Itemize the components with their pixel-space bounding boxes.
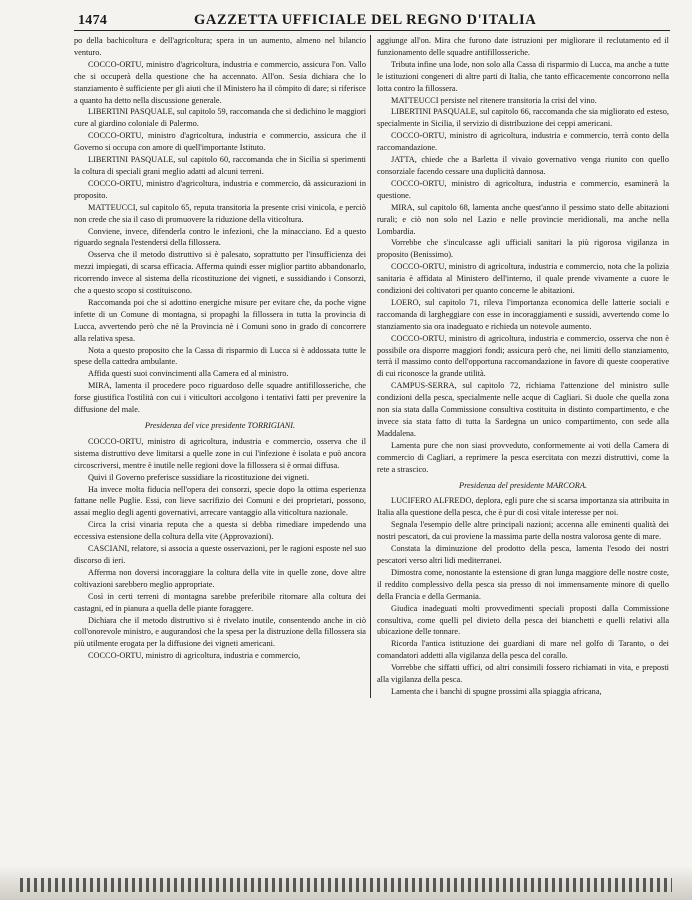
paragraph: COCCO-ORTU, ministro di agricoltura, industria e commercio, nota che la polizia sanitaria è affidata al Ministero dell'interno, il quale prende vivamente a cuore le condizioni dei coltivatori per quanto concerne le abitazioni. — [377, 262, 669, 296]
paragraph: Ha invece molta fiducia nell'opera dei consorzi, specie dopo la ottima esperienza fattane nelle Puglie. Essi, con lieve sacrifizio dei Comuni e dei proprietari, possono, assai meglio degli agenti governativi, arrecare vantaggio alla viticoltura nazionale. — [74, 484, 366, 518]
paragraph: JATTA, chiede che a Barletta il vivaio governativo venga riunito con quello consorziale facendo cessare una duplicità dannosa. — [377, 155, 669, 176]
left-column — [74, 35, 366, 698]
text-columns — [74, 35, 670, 698]
paragraph: Affida questi suoi convincimenti alla Camera ed al ministro. — [88, 369, 289, 379]
paragraph: Nota a questo proposito che la Cassa di risparmio di Lucca si è addossata tutte le spese della cattedra ambulante. — [74, 345, 366, 367]
paragraph: COCCO-ORTU, ministro di agricoltura, industria e commercio, terrà conto della raccomandazione. — [377, 131, 669, 153]
paragraph: Così in certi terreni di montagna sarebbe preferibile ritornare alla coltura dei castagni, ed in pianura a quella delle piante foraggere. — [74, 591, 366, 613]
right-column — [377, 35, 669, 698]
paragraph: aggiunge all'on. Mira che furono date istruzioni per migliorare il reclutamento ed il funzionamento delle squadre antifillosseriche. — [377, 36, 669, 57]
paragraph: MIRA, lamenta il procedere poco riguardoso delle squadre antifillosseriche, che forse giustifica l'ostilità con cui i viticultori accolgono i tentativi fatti per prevenire la diffusione del male. — [74, 381, 366, 415]
paragraph: MIRA, sul capitolo 68, lamenta anche quest'anno il pessimo stato delle abitazioni rurali; e ciò non solo nel Lazio e nelle provincie meridionali, ma anche nella Lombardia. — [377, 202, 669, 236]
section-heading: Presidenza del vice presidente TORRIGIANI. — [144, 421, 296, 430]
paragraph: Tributa infine una lode, non solo alla Cassa di risparmio di Lucca, ma anche a tutte le istituzioni congeneri di altre parti di Italia, che tanto efficacemente concorrono nella lotta contro la fillossera. — [377, 59, 669, 93]
paragraph: Conviene, invece, difenderla contro le infezioni, che la minacciano. Ed a questo riguardo segnala l'estendersi della fillossera. — [74, 226, 366, 248]
paragraph: Quivi il Governo preferisce sussidiare la ricostituzione dei vigneti. — [88, 472, 309, 482]
paragraph: Lamenta che i banchi di spugne prossimi alla spiaggia africana, — [391, 686, 602, 696]
paragraph: COCCO-ORTU, ministro di agricoltura, industria e commercio, esaminerà la questione. — [377, 178, 669, 200]
paragraph: Segnala l'esempio delle altre principali nazioni; accenna alle eminenti qualità dei nostri pescatori, da cui proviene la massima parte della nostra valorosa gente di mare. — [377, 520, 669, 542]
paragraph: COCCO-ORTU, ministro di agricoltura, industria e commercio, osserva che non è possibile ora disporre maggiori fondi; assicura però che, nei limiti dello stanziamento, terrà il massimo conto dell'opportuna raccomandazione in favore di queste cooperative di cui riconosce la grande utilità. — [377, 333, 669, 379]
paragraph: Lamenta pure che non siasi provveduto, conformemente ai voti della Camera di commercio di Cagliari, a reprimere la pesca esercitata con mezzi distruttivi, come la rete a strascico. — [377, 440, 669, 474]
paragraph: LIBERTINI PASQUALE, sul capitolo 66, raccomanda che sia migliorato ed esteso, specialmente in Sicilia, il servizio di distribuzione dei ceppi americani. — [377, 107, 669, 129]
paragraph: MATTEUCCI, sul capitolo 65, reputa transitoria la presente crisi vinicola, e perciò non crede che sia il caso di promuovere la riduzione della viticoltura. — [74, 202, 366, 224]
section-heading: Presidenza del presidente MARCORA. — [459, 480, 587, 490]
paragraph: LOERO, sul capitolo 71, rileva l'importanza economica delle latterie sociali e raccomanda di largheggiare con esse in incoraggiamenti e sussidi, avvertendo come lo stanziamento sia ora inadeguato e richieda un notevole aumento. — [377, 297, 669, 331]
paragraph: Afferma non doversi incoraggiare la coltura della vite in quelle zone, dove altre coltivazioni sarebbero meglio appropriate. — [74, 567, 366, 589]
paragraph: Raccomanda poi che si adottino energiche misure per evitare che, da poche vigne infette di un Comune di montagna, si propaghi la fillossera in tutta la provincia di Lucca, avvertendo però che nè la Provincia nè i Comuni sono in grado di concorrere alla relativa spesa. — [74, 297, 366, 343]
paragraph: COCCO-ORTU, ministro d'agricoltura, industria e commercio, assicura che il Governo si occupa con amore di quell'importante Istituto. — [74, 131, 366, 153]
paragraph: COCCO-ORTU, ministro di agricoltura, industria e commercio, osserva che il sistema distruttivo deve limitarsi a quelle zone in cui l'infezione è isolata e può ancora circoscriversi, mentre è inutile nelle regioni dove la fillossera si è ormai diffusa. — [74, 436, 366, 470]
paragraph: LIBERTINI PASQUALE, sul capitolo 59, raccomanda che si dedichino le maggiori cure al giardino coloniale di Palermo. — [74, 107, 367, 129]
page-binding-edge — [0, 866, 692, 900]
paragraph: Vorrebbe che siffatti uffici, od altri consimili fossero richiamati in vita, e preposti alla vigilanza della pesca. — [377, 663, 669, 685]
paragraph: CAMPUS-SERRA, sul capitolo 72, richiama l'attenzione del ministro sulle condizioni della pesca, specialmente nelle acque di Cagliari. Si duole che quella zona non sia stata dalla Commissione consultiva costituita in distinto compartimento, e che invece sia stata fatto di tutta la Sardegna un unico compartimento, con sede alla Maddalena. — [377, 381, 669, 438]
paragraph: Constata la diminuzione del prodotto della pesca, lamenta l'esodo dei nostri pescatori verso altri lidi mediterranei. — [377, 544, 669, 565]
paragraph: MATTEUCCI persiste nel ritenere transitoria la crisi del vino. — [391, 95, 597, 105]
binding-stitch — [20, 878, 672, 892]
paragraph: Giudica inadeguati molti provvedimenti speciali proposti dalla Commissione consultiva, come quelli pel divieto della pesca dei bianchetti e quelli relativi alla ubicazione delle tonnare. — [377, 603, 669, 637]
paragraph: LUCIFERO ALFREDO, deplora, egli pure che si scarsa importanza sia attribuita in Italia alla questione della pesca, che è pur di così vitale interesse per noi. — [377, 496, 669, 518]
paragraph: Vorrebbe che s'inculcasse agli ufficiali sanitari la più rigorosa vigilanza in proposito (Benissimo). — [377, 238, 669, 260]
paragraph: COCCO-ORTU, ministro d'agricoltura, industria e commercio, assicura l'on. Vallo che si occuperà della questione che ha accennato. All'on. Sesia dichiara che lo stanziamento è sufficiente per gli aiuti che il Ministero ha il còmpito di dare; si riferisce a quanto ha detto nella discussione generale. — [74, 59, 366, 105]
journal-title: GAZZETTA UFFICIALE DEL REGNO D'ITALIA — [194, 12, 537, 28]
paragraph: Ricorda l'antica istituzione dei guardiani di mare nel golfo di Taranto, o dei comandatori addetti alla vigilanza della pesca del corallo. — [377, 639, 669, 661]
paragraph: Circa la crisi vinaria reputa che a questa si debba rimediare impedendo una eccessiva estensione della coltura della vite (Approvazioni). — [74, 520, 366, 542]
paragraph: po della bachicoltura e dell'agricoltura; spera in un aumento, almeno nel bilancio venturo. — [74, 36, 366, 57]
paragraph: Dimostra come, nonostante la estensione di gran lunga maggiore delle nostre coste, il reddito complessivo della pesca sia presso di noi immensamente minore di quello della Francia e della Germania. — [377, 567, 669, 601]
paragraph: Dichiara che il metodo distruttivo si è rivelato inutile, consentendo anche in ciò coll'onorevole ministro, e augurandosi che la spesa per la distruzione della fillossera sia più utilmente erogata per la diffusione dei vigneti americani. — [74, 615, 366, 649]
page-number: 1474 — [78, 13, 108, 28]
paragraph: LIBERTINI PASQUALE, sul capitolo 60, raccomanda che in Sicilia si sperimenti la coltura di speciali grani meglio adatti ad alcuni terreni. — [74, 155, 366, 176]
page-header — [74, 8, 670, 31]
paragraph: COCCO-ORTU, ministro d'agricoltura, industria e commercio, dà assicurazioni in proposito. — [74, 178, 366, 200]
column-divider — [370, 35, 371, 698]
paragraph: CASCIANI, relatore, si associa a queste osservazioni, per le ragioni esposte nel suo discorso di ieri. — [74, 544, 366, 565]
paragraph: COCCO-ORTU, ministro di agricoltura, industria e commercio, — [88, 651, 301, 661]
paragraph: Osserva che il metodo distruttivo si è palesato, soprattutto per l'insufficienza dei mezzi impiegati, di scarsa efficacia. Afferma quindi esser miglior partito abbandonarlo, ricorrendo invece al sistema della ricostituzione dei vigneti, e sussidiando i Consorzi, che a questo scopo si costituiscono. — [74, 250, 366, 296]
